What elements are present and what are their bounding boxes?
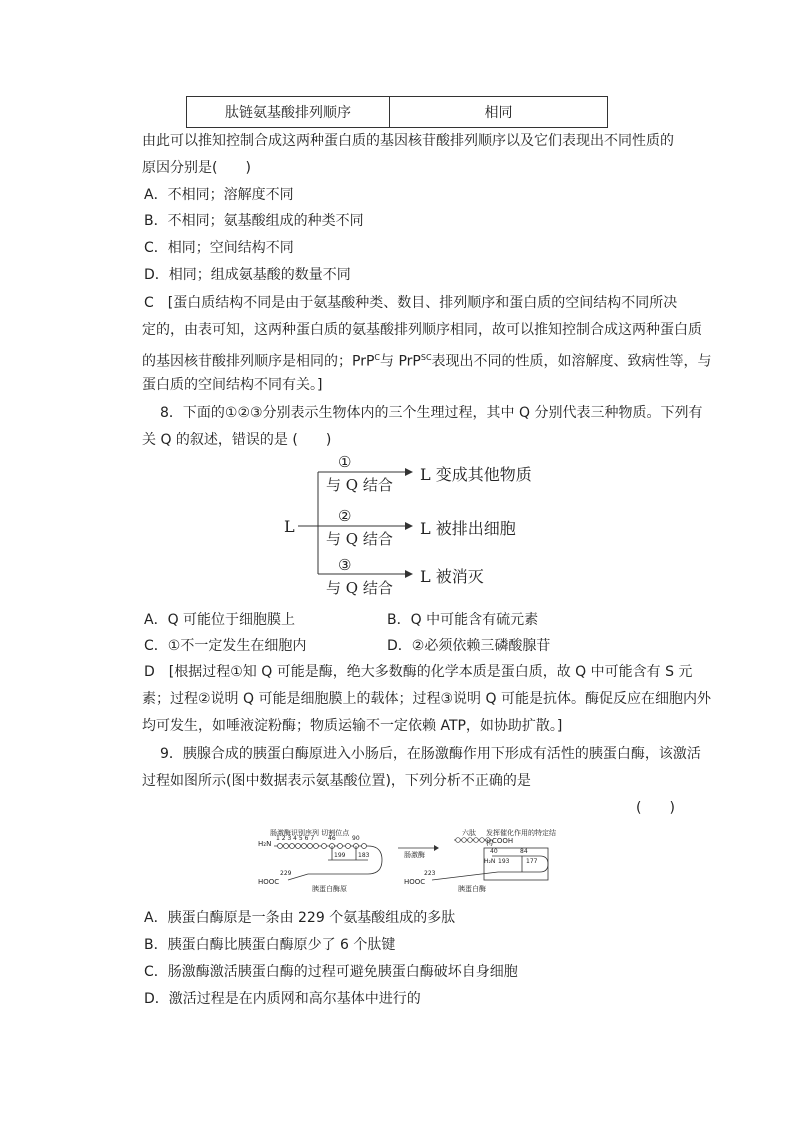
figure-left-caption: 胰蛋白酶原 bbox=[312, 885, 347, 893]
q9-option-d: D．激活过程是在内质网和高尔基体中进行的 bbox=[144, 991, 421, 1007]
q8-option-d: D．②必须依赖三磷酸腺苷 bbox=[387, 638, 551, 654]
q9-answer-paren: ( ) bbox=[636, 800, 675, 816]
q7-option-a: A．不相同；溶解度不同 bbox=[144, 187, 294, 203]
figure-left-top-label: 肠激酶识别序列 切割位点 bbox=[270, 829, 350, 837]
branch3-label: 与 Q 结合 bbox=[326, 579, 393, 597]
superscript: SC bbox=[420, 353, 432, 362]
q7-option-c: C．相同；空间结构不同 bbox=[144, 240, 294, 256]
q8-answer-line1: D [根据过程①知 Q 可能是酶，绝大多数酶的化学本质是蛋白质，故 Q 中可能含有 S 元 bbox=[144, 664, 693, 680]
amino-acid-table bbox=[186, 96, 608, 128]
q9-option-a: A．胰蛋白酶原是一条由 229 个氨基酸组成的多肽 bbox=[144, 910, 456, 926]
figure-num: 229 bbox=[280, 870, 292, 877]
q7-stem-line1: 由此可以推知控制合成这两种蛋白质的基因核苷酸排列顺序以及它们表现出不同性质的 bbox=[142, 133, 674, 149]
answer-text: 与 PrP bbox=[380, 353, 421, 370]
figure-num: 223 bbox=[424, 870, 436, 877]
q9-stem-line1: 9．胰腺合成的胰蛋白酶原进入小肠后，在肠激酶作用下形成有活性的胰蛋白酶，该激活 bbox=[160, 746, 701, 762]
table-cell-header: 肽链氨基酸排列顺序 bbox=[187, 97, 390, 128]
q8-process-diagram bbox=[280, 453, 560, 605]
branch1-number: ① bbox=[338, 453, 352, 471]
branch1-result: L 变成其他物质 bbox=[420, 465, 532, 484]
figure-right-top-label1: 六肽 bbox=[462, 829, 476, 837]
figure-num: 84 bbox=[520, 848, 528, 855]
branch3-number: ③ bbox=[338, 556, 352, 574]
branch2-label: 与 Q 结合 bbox=[326, 530, 393, 548]
figure-num: 183 bbox=[358, 852, 370, 859]
q8-option-a: A．Q 可能位于细胞膜上 bbox=[144, 612, 296, 628]
q7-answer-line2: 定的，由表可知，这两种蛋白质的氨基酸排列顺序相同，故可以推知控制合成这两种蛋白质 bbox=[142, 322, 702, 338]
branch3-result: L 被消灭 bbox=[420, 567, 484, 586]
figure-arrow-label: 肠激酶 bbox=[404, 851, 425, 859]
q7-answer-line1: C [蛋白质结构不同是由于氨基酸种类、数目、排列顺序和蛋白质的空间结构不同所决 bbox=[144, 295, 678, 311]
q8-stem-line2: 关 Q 的叙述，错误的是 ( ) bbox=[142, 432, 332, 448]
figure-num: 199 bbox=[334, 852, 346, 859]
q7-answer-line3 bbox=[142, 348, 712, 372]
q8-stem-line1: 8．下面的①②③分别表示生物体内的三个生理过程，其中 Q 分别代表三种物质。下列有 bbox=[160, 405, 703, 421]
figure-cooh: COOH bbox=[492, 837, 514, 845]
diagram-start-l: L bbox=[284, 517, 295, 536]
figure-h2n-right: H₂N bbox=[484, 858, 496, 865]
branch2-number: ② bbox=[338, 507, 352, 525]
figure-num: 40 bbox=[490, 848, 498, 855]
q7-stem-line2: 原因分别是( ) bbox=[142, 160, 251, 176]
branch1-label: 与 Q 结合 bbox=[326, 476, 393, 494]
answer-text: 的基因核苷酸排列顺序是相同的；PrP bbox=[142, 353, 375, 370]
q8-option-b: B．Q 中可能含有硫元素 bbox=[387, 612, 539, 628]
figure-num: 177 bbox=[526, 858, 538, 865]
figure-hooc-right: HOOC bbox=[404, 878, 426, 886]
q7-option-d: D．相同；组成氨基酸的数量不同 bbox=[144, 267, 351, 283]
superscript: C bbox=[374, 353, 380, 362]
q7-answer-line4: 蛋白质的空间结构不同有关。] bbox=[142, 377, 323, 393]
answer-text: 表现出不同的性质，如溶解度、致病性等，与 bbox=[431, 353, 712, 370]
figure-right-top-label2: 发挥催化作用的特定结构 bbox=[486, 829, 556, 847]
figure-num: 46 bbox=[328, 835, 336, 842]
q8-answer-line3: 均可发生，如唾液淀粉酶；物质运输不一定依赖 ATP，如协助扩散。] bbox=[142, 718, 563, 734]
figure-num: 1 2 3 4 5 6 7 bbox=[276, 835, 315, 842]
q7-option-b: B．不相同；氨基酸组成的种类不同 bbox=[144, 213, 364, 229]
q8-answer-line2: 素；过程②说明 Q 可能是细胞膜上的载体；过程③说明 Q 可能是抗体。酶促反应在细胞内外 bbox=[142, 691, 711, 707]
figure-num: 193 bbox=[498, 858, 510, 865]
figure-h2n-left: H₂N bbox=[258, 840, 272, 848]
table-cell-value: 相同 bbox=[390, 97, 608, 128]
figure-hooc-left: HOOC bbox=[258, 878, 280, 886]
q9-option-c: C．肠激酶激活胰蛋白酶的过程可避免胰蛋白酶破坏自身细胞 bbox=[144, 964, 518, 980]
figure-right-caption: 胰蛋白酶 bbox=[458, 885, 486, 893]
q8-option-c: C．①不一定发生在细胞内 bbox=[144, 638, 307, 654]
branch2-result: L 被排出细胞 bbox=[420, 519, 516, 538]
q9-option-b: B．胰蛋白酶比胰蛋白酶原少了 6 个肽键 bbox=[144, 937, 396, 953]
q9-trypsin-activation-figure bbox=[258, 826, 558, 894]
figure-num: 90 bbox=[352, 835, 360, 842]
q9-stem-line2: 过程如图所示(图中数据表示氨基酸位置)，下列分析不正确的是 bbox=[142, 773, 531, 789]
